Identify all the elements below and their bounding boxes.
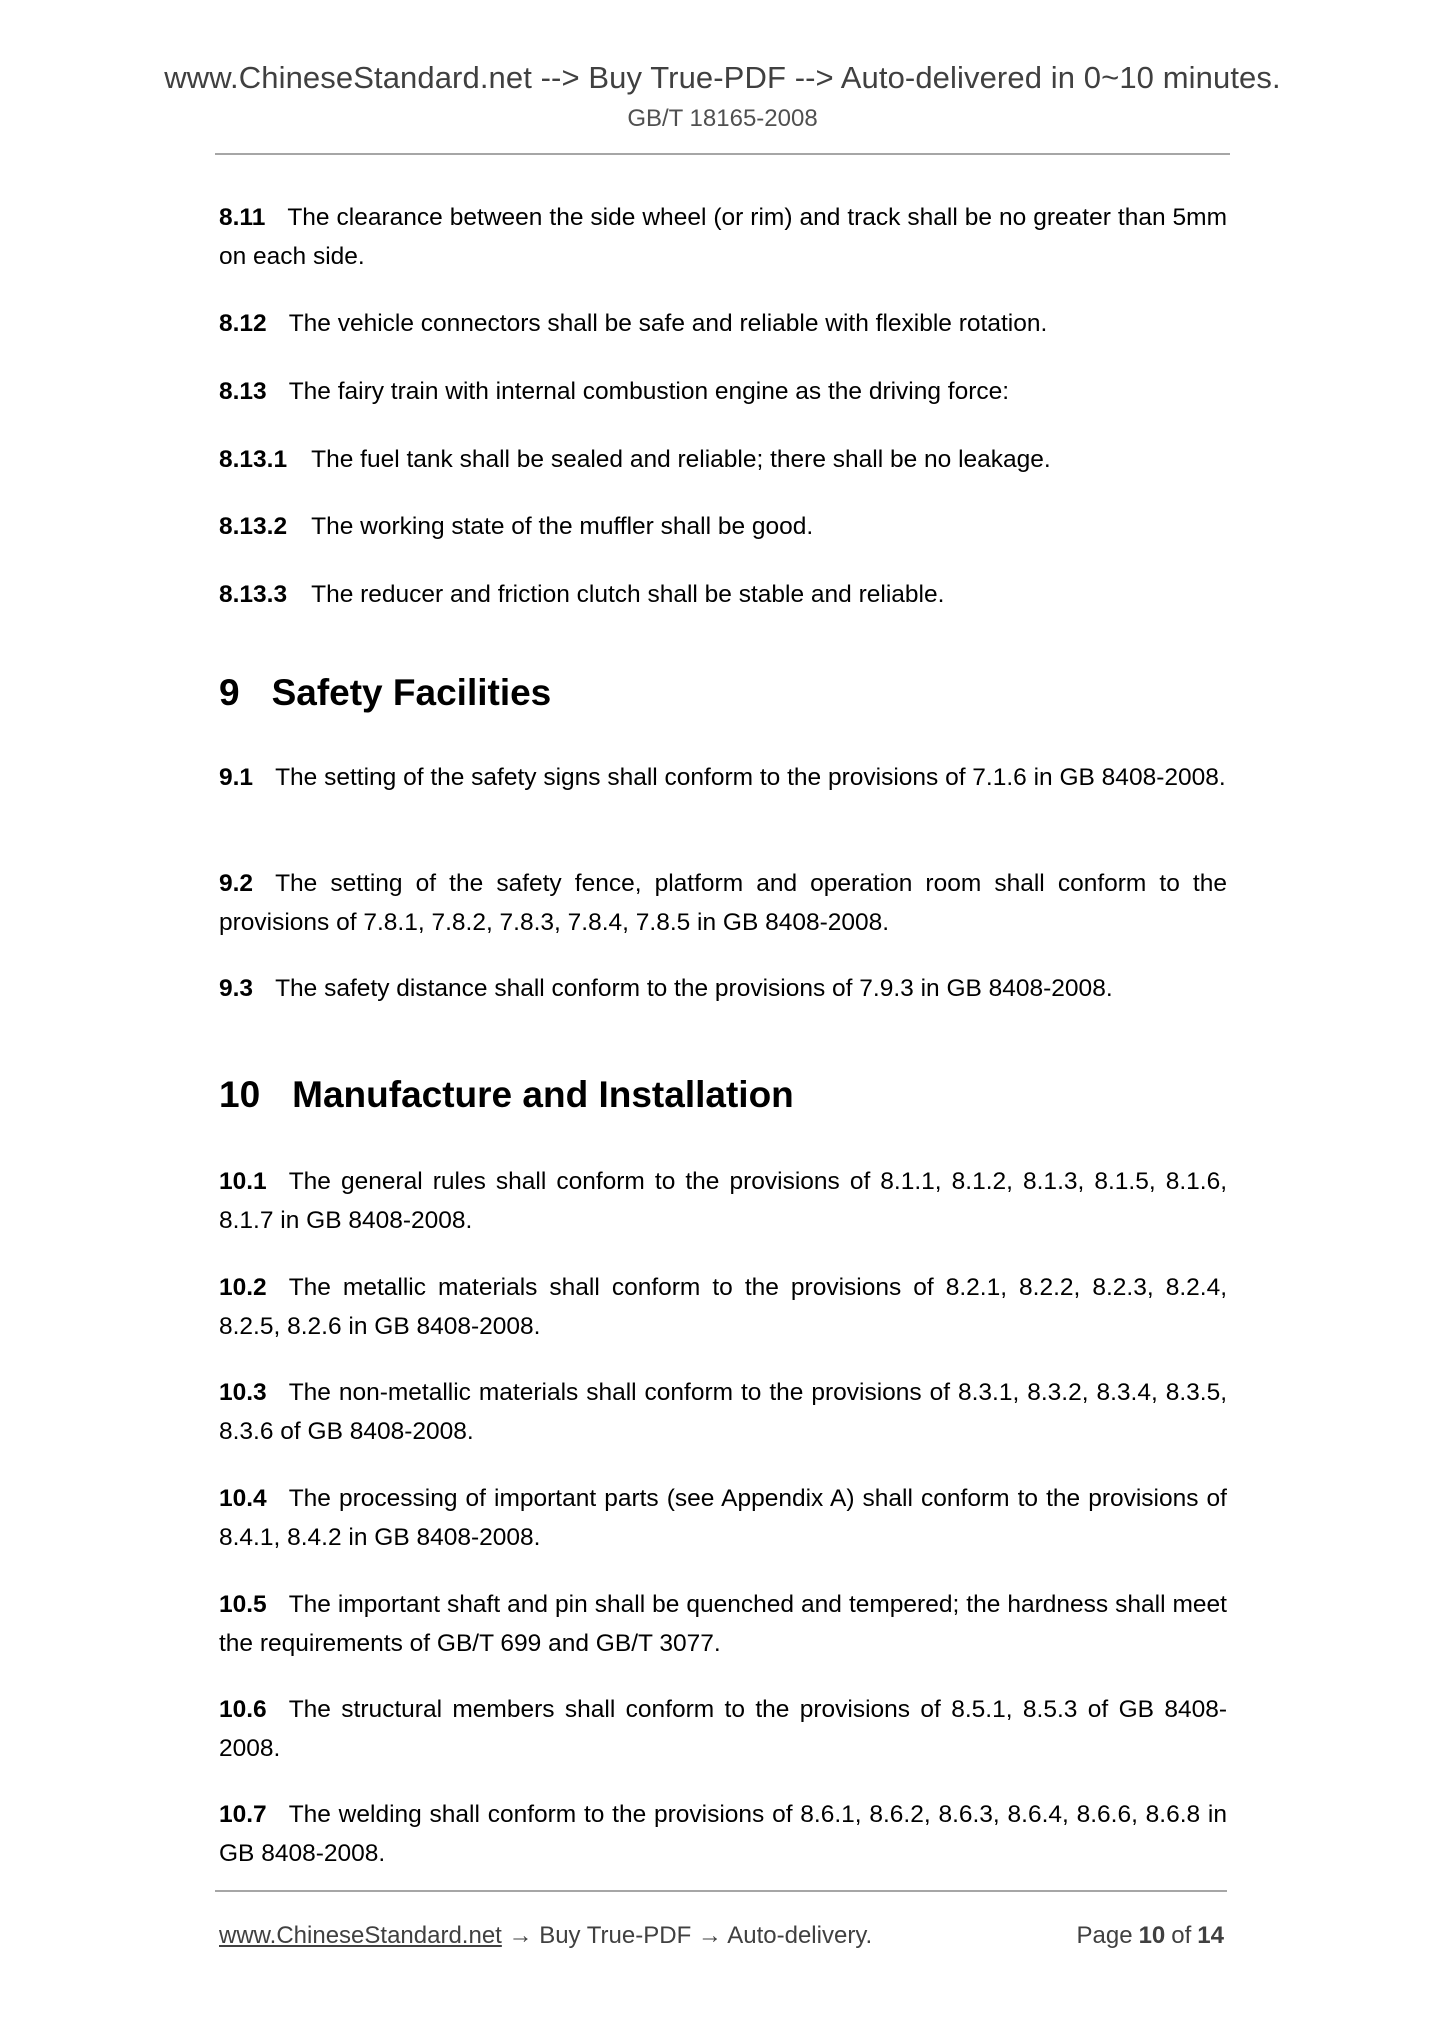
clause-number: 9.3	[219, 975, 254, 1002]
clause-number: 8.13.3	[219, 581, 288, 608]
footer-divider	[215, 1890, 1227, 1892]
header-divider	[215, 153, 1230, 155]
clause-text: The structural members shall conform to the provisions of 8.5.1, 8.5.3 of GB 8408-2008.	[219, 1696, 1227, 1762]
header-banner: www.ChineseStandard.net --> Buy True-PDF --> Auto-delivered in 0~10 minutes.	[164, 60, 1281, 95]
clause-9-1	[219, 759, 1227, 798]
footer-promo	[219, 1920, 872, 1952]
clause-text: The metallic materials shall conform to the provisions of 8.2.1, 8.2.2, 8.2.3, 8.2.4, 8.2.5, 8.2.6 in GB 8408-2008.	[219, 1274, 1227, 1340]
clause-text: The processing of important parts (see Appendix A) shall conform to the provisions of 8.4.1, 8.4.2 in GB 8408-2008.	[219, 1485, 1227, 1551]
clause-text: The important shaft and pin shall be quenched and tempered; the hardness shall meet the requirements of GB/T 699 and GB/T 3077.	[219, 1591, 1227, 1657]
clause-number: 9.1	[219, 764, 254, 791]
clause-text: The clearance between the side wheel (or rim) and track shall be no greater than 5mm on each side.	[219, 204, 1227, 270]
clause-number: 8.11	[219, 204, 266, 231]
clause-number: 8.13.2	[219, 513, 288, 540]
section-title: Manufacture and Installation	[292, 1074, 794, 1115]
section-number: 9	[219, 672, 240, 713]
clause-10-4	[219, 1480, 1227, 1557]
clause-number: 9.2	[219, 870, 254, 897]
buy-text: Buy True-PDF	[539, 1922, 692, 1949]
page-total: 14	[1197, 1922, 1224, 1949]
clause-text: The vehicle connectors shall be safe and reliable with flexible rotation.	[288, 310, 1048, 337]
clause-number: 10.3	[219, 1379, 267, 1406]
delivery-text: Auto-delivery.	[727, 1922, 873, 1949]
clause-9-2	[219, 865, 1227, 942]
standard-code: GB/T 18165-2008	[627, 105, 818, 132]
clause-number: 10.4	[219, 1485, 267, 1512]
page-current: 10	[1138, 1922, 1166, 1949]
clause-number: 10.1	[219, 1168, 267, 1195]
clause-number: 8.12	[219, 310, 267, 337]
clause-9-3	[219, 970, 1227, 1009]
clause-number: 8.13	[219, 378, 267, 405]
clause-text: The general rules shall conform to the provisions of 8.1.1, 8.1.2, 8.1.3, 8.1.5, 8.1.6, 8.1.7 in GB 8408-2008.	[219, 1168, 1227, 1234]
arrow-right-icon: →	[697, 1922, 722, 1949]
clause-text: The setting of the safety signs shall conform to the provisions of 7.1.6 in GB 8408-2008.	[275, 764, 1226, 791]
clause-10-3	[219, 1374, 1227, 1451]
clause-10-1	[219, 1163, 1227, 1240]
clause-10-6	[219, 1691, 1227, 1768]
clause-8-13-3	[219, 576, 1227, 615]
clause-10-5	[219, 1586, 1227, 1663]
of-label: of	[1171, 1922, 1192, 1949]
clause-number: 8.13.1	[219, 446, 288, 473]
clause-number: 10.6	[219, 1696, 267, 1723]
website-link[interactable]: www.ChineseStandard.net	[219, 1922, 502, 1949]
section-heading-10	[219, 1072, 794, 1118]
clause-8-13-2	[219, 508, 1227, 547]
clause-10-2	[219, 1269, 1227, 1346]
clause-text: The fuel tank shall be sealed and reliable; there shall be no leakage.	[311, 446, 1051, 473]
page-label: Page	[1076, 1922, 1133, 1949]
clause-text: The fairy train with internal combustion engine as the driving force:	[288, 378, 1010, 405]
clause-text: The welding shall conform to the provisions of 8.6.1, 8.6.2, 8.6.3, 8.6.4, 8.6.6, 8.6.8 in GB 8408-2008.	[219, 1801, 1227, 1867]
clause-8-12	[219, 305, 1227, 344]
arrow-right-icon: →	[508, 1922, 533, 1949]
clause-text: The safety distance shall conform to the provisions of 7.9.3 in GB 8408-2008.	[275, 975, 1113, 1002]
section-heading-9	[219, 670, 551, 716]
clause-number: 10.2	[219, 1274, 267, 1301]
section-number: 10	[219, 1074, 261, 1115]
clause-number: 10.7	[219, 1801, 267, 1828]
clause-8-11	[219, 199, 1227, 276]
section-title: Safety Facilities	[271, 672, 552, 713]
clause-text: The working state of the muffler shall be good.	[311, 513, 814, 540]
clause-text: The reducer and friction clutch shall be stable and reliable.	[311, 581, 945, 608]
clause-text: The non-metallic materials shall conform to the provisions of 8.3.1, 8.3.2, 8.3.4, 8.3.5, 8.3.6 of GB 8408-2008.	[219, 1379, 1227, 1445]
page-number	[1077, 1920, 1224, 1952]
clause-number: 10.5	[219, 1591, 267, 1618]
clause-8-13-1	[219, 441, 1227, 480]
clause-8-13	[219, 373, 1227, 412]
clause-text: The setting of the safety fence, platform and operation room shall conform to the provisions of 7.8.1, 7.8.2, 7.8.3, 7.8.4, 7.8.5 in GB 8408-2008.	[219, 870, 1227, 936]
clause-10-7	[219, 1796, 1227, 1873]
